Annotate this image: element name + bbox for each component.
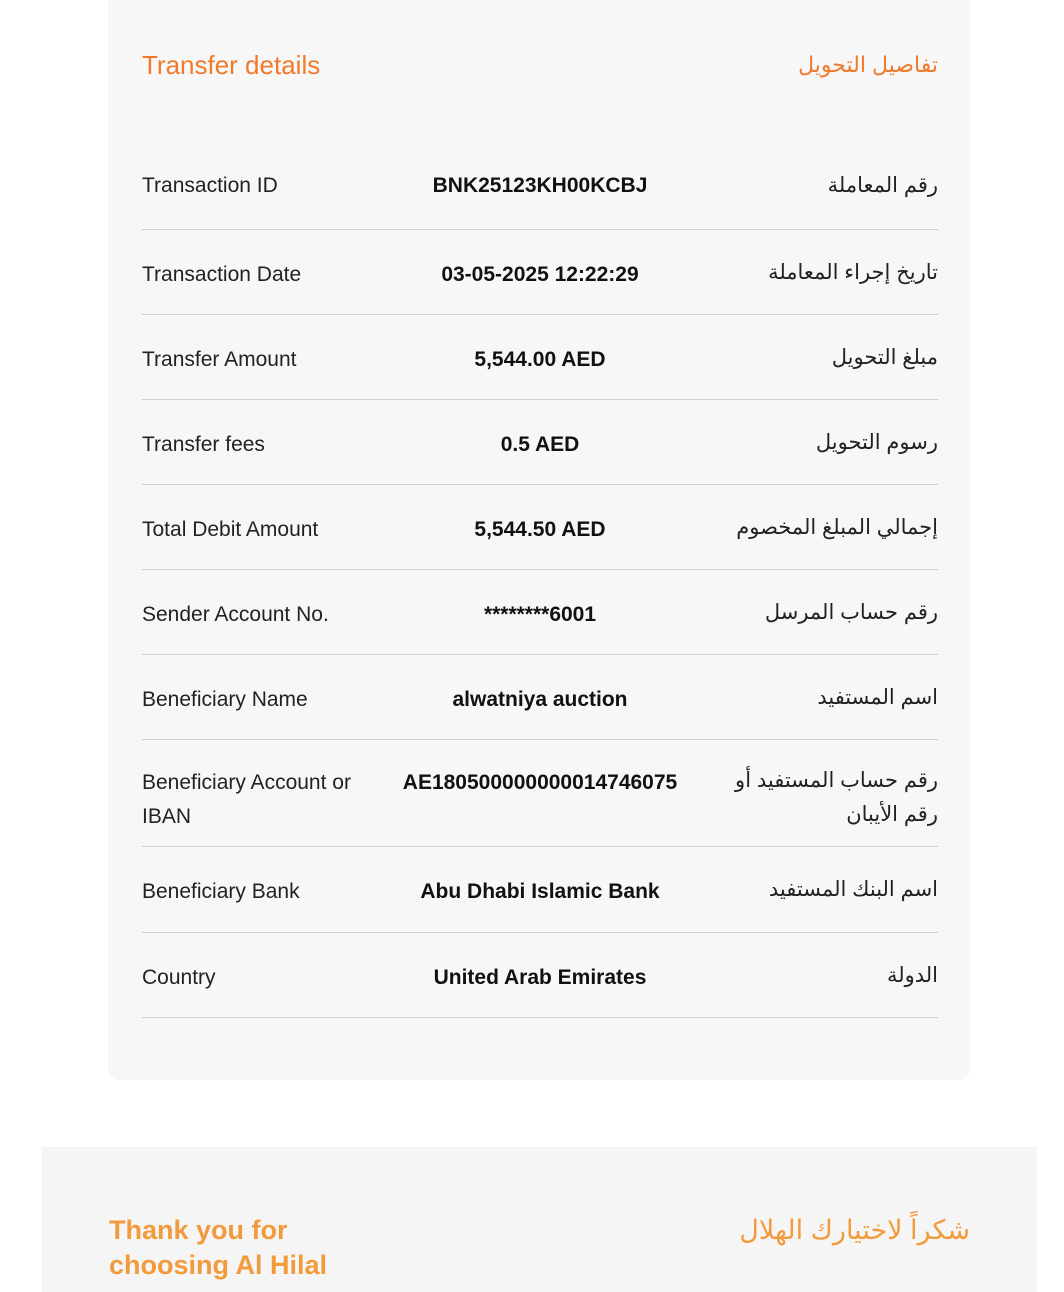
- row-transfer-fees: [142, 400, 938, 485]
- row-value: 5,544.00 AED: [474, 348, 606, 371]
- card-header: [142, 50, 938, 86]
- row-transaction-id: [142, 145, 938, 230]
- row-label-arabic: رقم حساب المرسل: [764, 601, 938, 624]
- row-label: Country: [142, 966, 216, 989]
- row-label: Beneficiary Bank: [142, 880, 300, 903]
- row-label-arabic: تاريخ إجراء المعاملة: [768, 261, 938, 284]
- thank-you-arabic: شكراً لاختيارك الهلال: [739, 1215, 970, 1245]
- row-label: Transfer fees: [142, 433, 265, 456]
- row-label-arabic: اسم المستفيد: [817, 686, 938, 709]
- thank-you-footer: [42, 1147, 1037, 1292]
- row-value: Abu Dhabi Islamic Bank: [420, 880, 660, 903]
- row-beneficiary-bank: [142, 847, 938, 933]
- row-label-arabic: رقم المعاملة: [827, 174, 938, 197]
- title-english: Transfer details: [142, 50, 321, 80]
- row-label: Transfer Amount: [142, 348, 297, 371]
- row-total-debit-amount: [142, 485, 938, 570]
- row-label-arabic: رسوم التحويل: [815, 431, 938, 454]
- row-label-arabic: إجمالي المبلغ المخصوم: [736, 516, 938, 539]
- row-value: 5,544.50 AED: [474, 518, 606, 541]
- row-value: BNK25123KH00KCBJ: [432, 174, 648, 197]
- row-label-arabic: مبلغ التحويل: [831, 346, 938, 369]
- title-arabic: تفاصيل التحويل: [798, 52, 938, 77]
- row-label: Transaction ID: [142, 174, 278, 197]
- row-label-arabic: الدولة: [886, 964, 938, 987]
- transfer-details-card: [108, 0, 970, 1080]
- row-value: ********6001: [483, 603, 597, 626]
- row-value: United Arab Emirates: [433, 966, 647, 989]
- row-country: [142, 933, 938, 1018]
- details-list: [142, 145, 938, 1018]
- row-label: Transaction Date: [142, 263, 302, 286]
- row-sender-account: [142, 570, 938, 655]
- row-transfer-amount: [142, 315, 938, 400]
- row-beneficiary-name: [142, 655, 938, 740]
- row-value: 0.5 AED: [500, 433, 580, 456]
- row-label: Beneficiary Account or IBAN: [142, 771, 351, 828]
- row-value: alwatniya auction: [452, 688, 628, 711]
- row-label: Beneficiary Name: [142, 688, 308, 711]
- row-value: 03-05-2025 12:22:29: [441, 263, 639, 286]
- row-beneficiary-iban: [142, 740, 938, 847]
- row-label-arabic: اسم البنك المستفيد: [768, 878, 938, 901]
- thank-you-english: Thank you for choosing Al Hilal: [109, 1215, 328, 1280]
- row-transaction-date: [142, 230, 938, 315]
- row-label: Total Debit Amount: [142, 518, 319, 541]
- row-label-arabic: رقم حساب المستفيد أو رقم الأيبان: [735, 769, 938, 826]
- row-label: Sender Account No.: [142, 603, 329, 626]
- row-value: AE180500000000014746075: [402, 771, 678, 794]
